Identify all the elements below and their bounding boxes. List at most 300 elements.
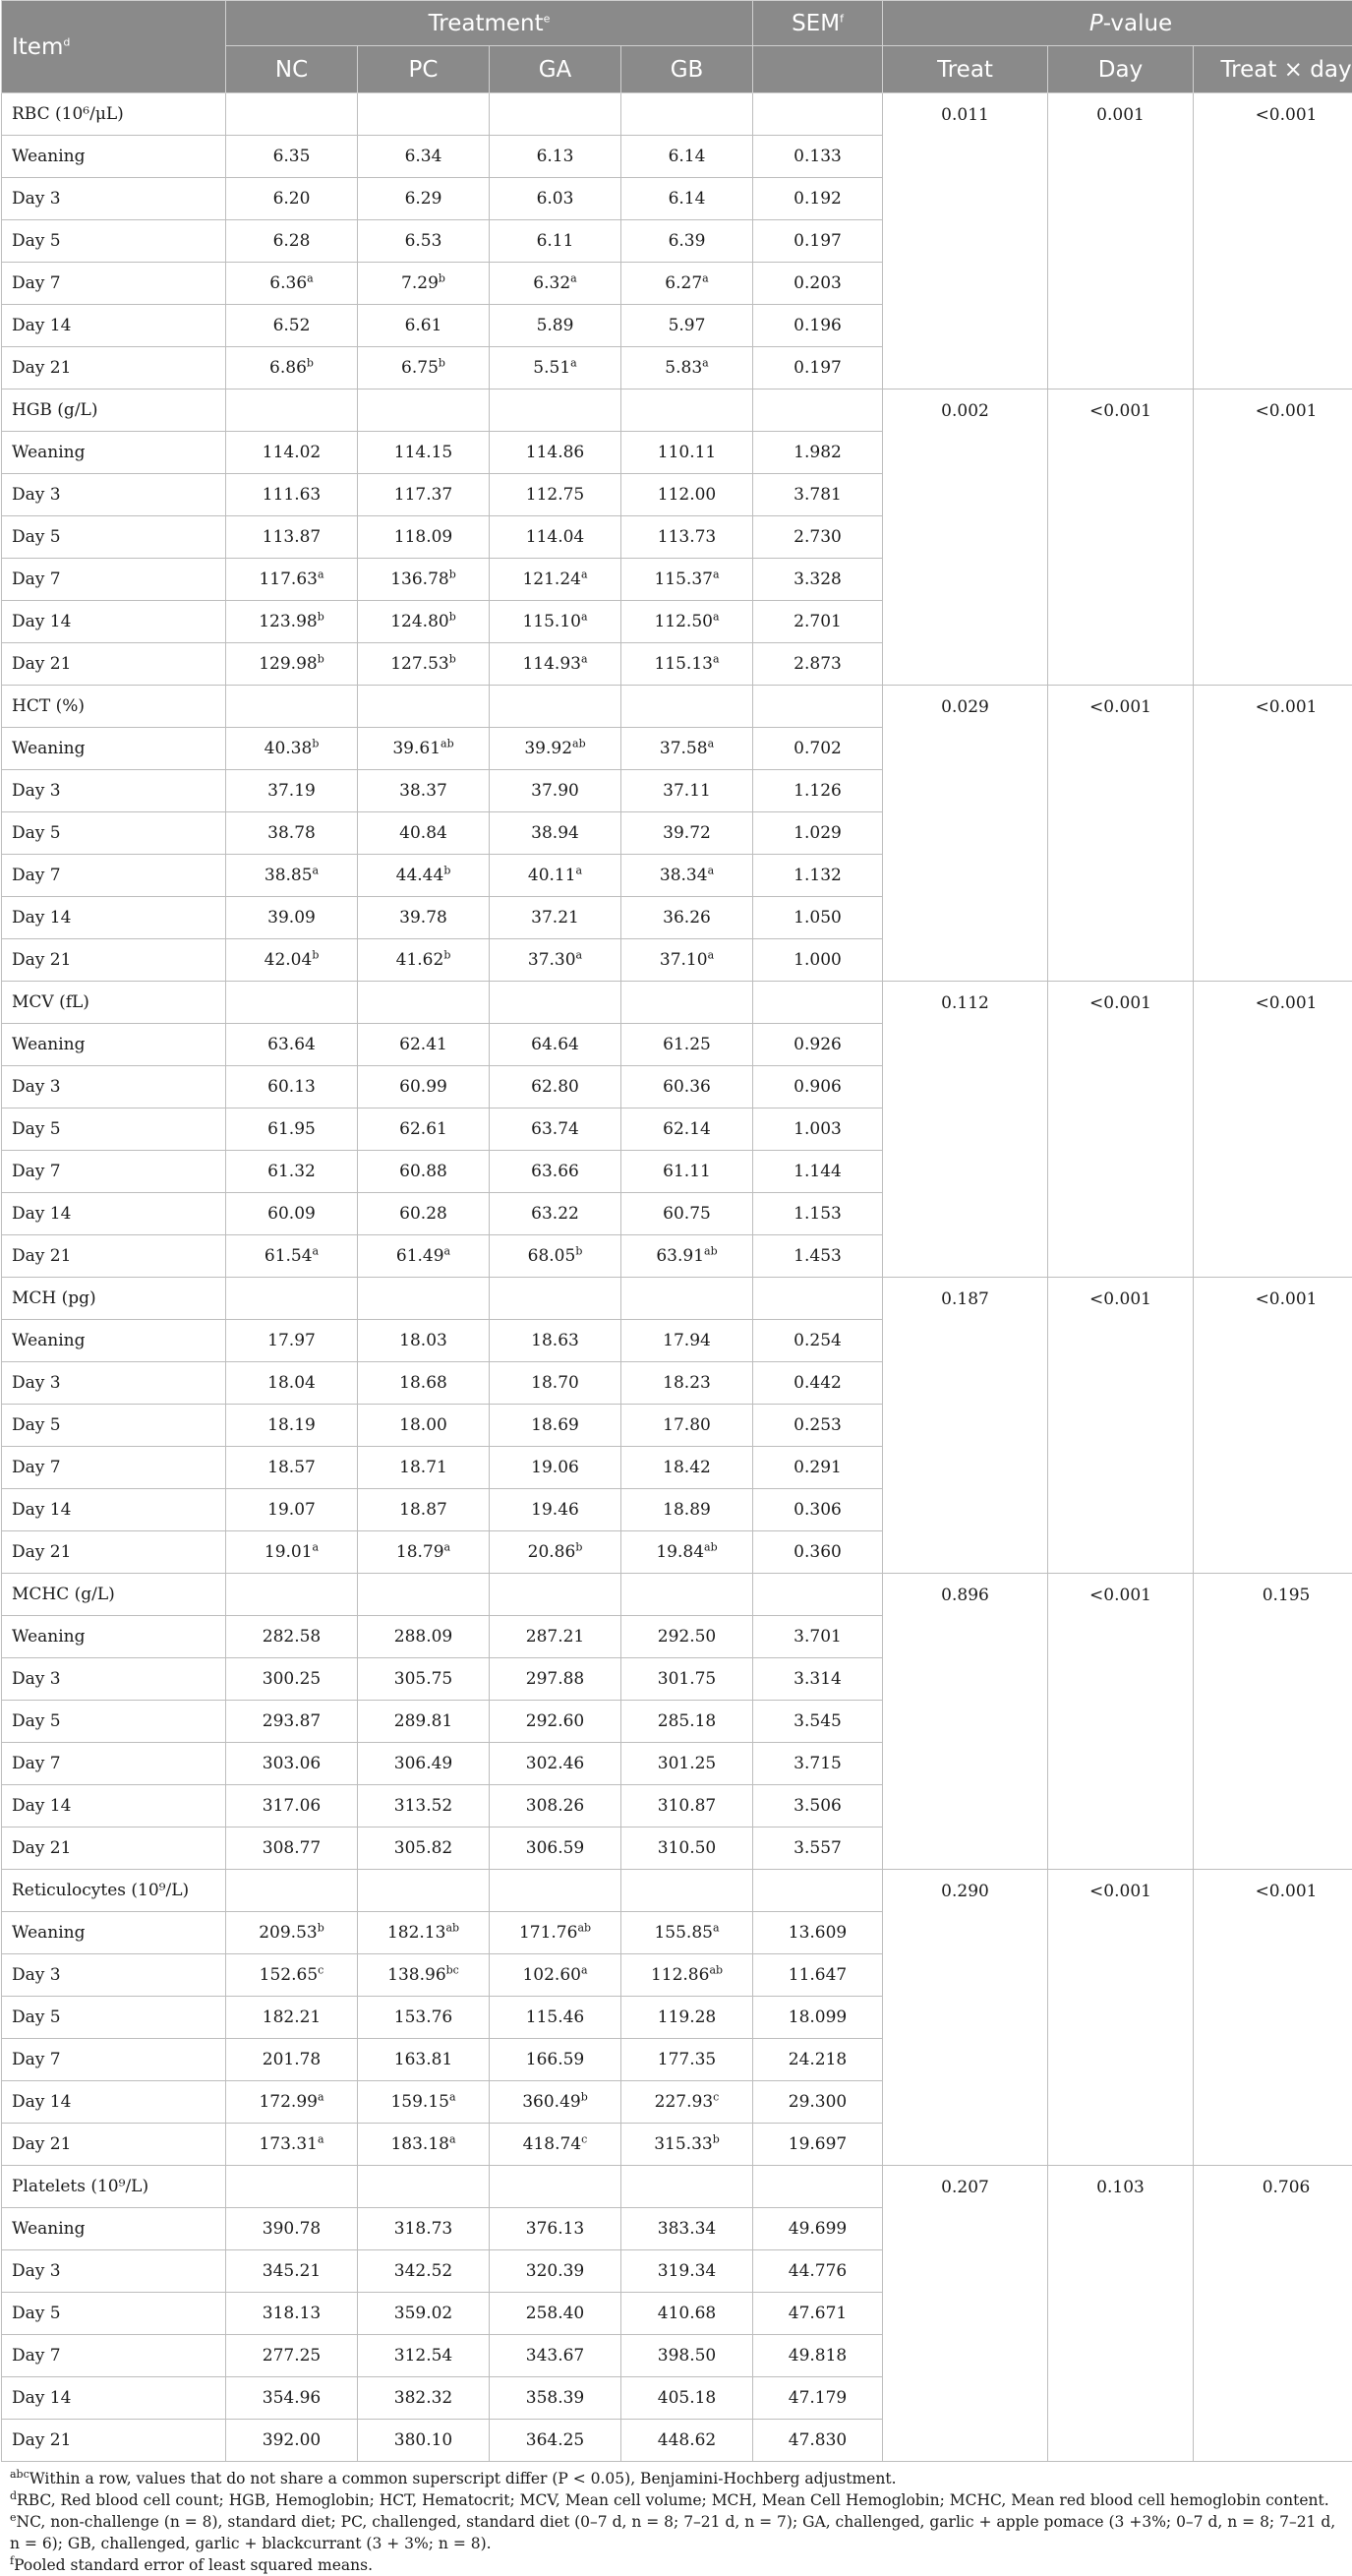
hematology-table	[1, 0, 1352, 2462]
value-text: 398.50	[658, 2346, 716, 2366]
empty-cell	[490, 93, 621, 136]
value-text: 115.37	[654, 569, 712, 589]
p-value-cell: 0.187	[883, 1278, 1048, 1574]
empty-cell	[490, 1278, 621, 1320]
value-cell	[226, 643, 358, 686]
value-text: 383.34	[658, 2219, 716, 2239]
row-label: Day 5	[2, 516, 226, 559]
value-cell	[358, 939, 490, 982]
value-text: 37.30	[528, 950, 576, 970]
sem-cell: 47.179	[753, 2377, 883, 2420]
value-cell	[358, 516, 490, 559]
value-text: 38.85	[265, 866, 313, 885]
value-text: 62.41	[399, 1035, 447, 1054]
empty-cell	[753, 686, 883, 728]
value-cell	[490, 2293, 621, 2335]
value-text: 18.79	[396, 1542, 444, 1562]
value-text: 182.21	[263, 2007, 321, 2027]
value-cell	[621, 432, 753, 474]
value-cell	[490, 897, 621, 939]
value-text: 301.75	[658, 1669, 716, 1689]
value-cell	[226, 897, 358, 939]
value-cell	[490, 347, 621, 389]
row-label: Weaning	[2, 136, 226, 178]
value-text: 18.70	[531, 1373, 579, 1393]
value-text: 18.19	[267, 1415, 316, 1435]
value-cell	[226, 1320, 358, 1362]
empty-cell	[753, 982, 883, 1024]
value-cell	[226, 2377, 358, 2420]
sem-cell: 49.699	[753, 2208, 883, 2250]
value-cell	[621, 855, 753, 897]
value-text: 111.63	[263, 485, 321, 505]
value-cell	[358, 1066, 490, 1108]
p-value-cell: <0.001	[1048, 389, 1194, 686]
col-header-sem-blank	[753, 46, 883, 93]
value-text: 18.57	[267, 1458, 316, 1477]
empty-cell	[753, 389, 883, 432]
empty-cell	[490, 2166, 621, 2208]
sem-cell: 0.203	[753, 263, 883, 305]
p-value-cell: 0.029	[883, 686, 1048, 982]
significance-superscript: a	[576, 864, 583, 876]
value-text: 19.06	[531, 1458, 579, 1477]
value-text: 19.07	[267, 1500, 316, 1520]
group-label: MCV (fL)	[2, 982, 226, 1024]
value-cell	[226, 1193, 358, 1235]
row-label: Day 3	[2, 2250, 226, 2293]
value-cell	[358, 1151, 490, 1193]
group-label: MCH (pg)	[2, 1278, 226, 1320]
value-cell	[621, 136, 753, 178]
empty-cell	[358, 2166, 490, 2208]
value-text: 18.00	[399, 1415, 447, 1435]
significance-superscript: ab	[704, 1540, 718, 1553]
empty-cell	[490, 686, 621, 728]
sem-cell: 47.671	[753, 2293, 883, 2335]
value-cell	[621, 1320, 753, 1362]
value-text: 138.96	[387, 1965, 445, 1985]
value-text: 306.59	[526, 1838, 584, 1858]
value-cell	[621, 1362, 753, 1405]
value-cell	[621, 2124, 753, 2166]
value-text: 342.52	[394, 2261, 452, 2281]
value-cell	[226, 1785, 358, 1827]
value-cell	[490, 1827, 621, 1870]
row-label: Day 3	[2, 1658, 226, 1701]
row-label: Day 3	[2, 1954, 226, 1997]
empty-cell	[358, 982, 490, 1024]
empty-cell	[753, 93, 883, 136]
value-text: 152.65	[260, 1965, 318, 1985]
empty-cell	[358, 1278, 490, 1320]
significance-superscript: b	[575, 1244, 582, 1257]
value-text: 302.46	[526, 1754, 584, 1773]
value-text: 448.62	[658, 2430, 716, 2450]
value-cell	[490, 1658, 621, 1701]
row-label: Weaning	[2, 728, 226, 770]
value-text: 61.54	[265, 1246, 313, 1266]
empty-cell	[753, 1278, 883, 1320]
footnote-marker: abc	[10, 2468, 29, 2481]
value-text: 173.31	[259, 2134, 317, 2154]
value-text: 114.15	[394, 443, 452, 462]
row-label: Day 3	[2, 770, 226, 812]
value-text: 405.18	[658, 2388, 716, 2408]
value-cell	[490, 1997, 621, 2039]
value-text: 61.25	[663, 1035, 711, 1054]
significance-superscript: b	[318, 1921, 324, 1934]
row-label: Day 21	[2, 2420, 226, 2462]
significance-superscript: a	[708, 864, 715, 876]
value-text: 292.60	[526, 1711, 584, 1731]
group-label: RBC (10⁶/μL)	[2, 93, 226, 136]
value-text: 110.11	[658, 443, 716, 462]
p-value-cell: <0.001	[1194, 1870, 1352, 2166]
empty-cell	[621, 93, 753, 136]
value-text: 6.29	[405, 189, 442, 209]
value-text: 6.35	[273, 147, 311, 166]
value-cell	[621, 812, 753, 855]
row-label: Weaning	[2, 1320, 226, 1362]
value-text: 19.46	[531, 1500, 579, 1520]
value-text: 310.87	[658, 1796, 716, 1816]
value-text: 40.84	[399, 823, 447, 843]
empty-cell	[621, 389, 753, 432]
pvalue-header: P-value	[883, 1, 1352, 46]
value-text: 300.25	[263, 1669, 321, 1689]
value-text: 6.27	[665, 273, 702, 293]
sem-cell: 3.781	[753, 474, 883, 516]
value-text: 6.03	[537, 189, 574, 209]
value-cell	[621, 1997, 753, 2039]
sem-cell: 13.609	[753, 1912, 883, 1954]
value-cell	[621, 1531, 753, 1574]
value-cell	[490, 2039, 621, 2081]
sem-cell: 29.300	[753, 2081, 883, 2124]
value-cell	[358, 1362, 490, 1405]
empty-cell	[490, 982, 621, 1024]
value-cell	[358, 897, 490, 939]
value-cell	[358, 1827, 490, 1870]
sem-cell: 0.196	[753, 305, 883, 347]
value-text: 183.18	[390, 2134, 448, 2154]
significance-superscript: b	[318, 652, 324, 665]
p-value-cell: <0.001	[1048, 686, 1194, 982]
value-cell	[226, 770, 358, 812]
sem-cell: 0.192	[753, 178, 883, 220]
value-text: 163.81	[394, 2050, 452, 2069]
footnote-marker: d	[10, 2489, 17, 2502]
value-cell	[358, 1658, 490, 1701]
value-cell	[358, 812, 490, 855]
value-cell	[226, 1066, 358, 1108]
value-text: 112.50	[654, 612, 712, 631]
value-cell	[621, 1785, 753, 1827]
value-cell	[490, 1320, 621, 1362]
value-cell	[621, 1151, 753, 1193]
value-cell	[226, 474, 358, 516]
value-text: 37.11	[663, 781, 711, 801]
value-cell	[621, 1447, 753, 1489]
value-cell	[226, 178, 358, 220]
sem-cell: 0.291	[753, 1447, 883, 1489]
group-label: MCHC (g/L)	[2, 1574, 226, 1616]
value-cell	[621, 2250, 753, 2293]
value-text: 258.40	[526, 2304, 584, 2323]
value-cell	[358, 2293, 490, 2335]
value-cell	[226, 728, 358, 770]
value-text: 7.29	[401, 273, 439, 293]
value-text: 117.63	[259, 569, 317, 589]
value-text: 127.53	[390, 654, 448, 674]
value-text: 18.89	[663, 1500, 711, 1520]
significance-superscript: ab	[441, 737, 454, 749]
value-cell	[226, 1447, 358, 1489]
value-text: 20.86	[528, 1542, 576, 1562]
value-text: 63.64	[267, 1035, 316, 1054]
value-cell	[226, 1531, 358, 1574]
value-text: 282.58	[263, 1627, 321, 1647]
col-header-treat: Treat	[883, 46, 1048, 93]
empty-cell	[621, 1870, 753, 1912]
value-cell	[490, 1701, 621, 1743]
value-cell	[358, 305, 490, 347]
col-header-nc: NC	[226, 46, 358, 93]
sem-cell: 1.153	[753, 1193, 883, 1235]
value-text: 60.13	[267, 1077, 316, 1097]
row-label: Day 5	[2, 2293, 226, 2335]
significance-superscript: b	[318, 610, 324, 623]
significance-superscript: a	[313, 1540, 320, 1553]
value-cell	[358, 1701, 490, 1743]
group-label: HCT (%)	[2, 686, 226, 728]
table-header	[2, 1, 1352, 93]
value-cell	[226, 1701, 358, 1743]
value-text: 39.72	[663, 823, 711, 843]
value-text: 301.25	[658, 1754, 716, 1773]
value-text: 303.06	[263, 1754, 321, 1773]
value-cell	[226, 939, 358, 982]
sem-cell: 1.003	[753, 1108, 883, 1151]
significance-superscript: ab	[445, 1921, 459, 1934]
sem-cell: 49.818	[753, 2335, 883, 2377]
value-text: 119.28	[658, 2007, 716, 2027]
value-text: 117.37	[394, 485, 452, 505]
group-header-row	[2, 2166, 1352, 2208]
significance-superscript: a	[581, 652, 588, 665]
value-text: 38.37	[399, 781, 447, 801]
col-header-pc: PC	[358, 46, 490, 93]
value-cell	[226, 263, 358, 305]
significance-superscript: a	[318, 568, 324, 580]
p-value-cell: <0.001	[1194, 982, 1352, 1278]
value-cell	[226, 1108, 358, 1151]
value-text: 36.26	[663, 908, 711, 928]
value-cell	[226, 1954, 358, 1997]
value-cell	[490, 1024, 621, 1066]
value-cell	[358, 1743, 490, 1785]
value-cell	[621, 728, 753, 770]
value-text: 5.89	[537, 316, 574, 335]
value-text: 38.94	[531, 823, 579, 843]
value-text: 6.36	[269, 273, 307, 293]
row-label: Day 5	[2, 812, 226, 855]
value-cell	[490, 2335, 621, 2377]
value-text: 6.32	[533, 273, 570, 293]
significance-superscript: b	[312, 948, 319, 961]
significance-superscript: b	[575, 1540, 582, 1553]
empty-cell	[621, 2166, 753, 2208]
value-cell	[621, 2039, 753, 2081]
row-label: Day 5	[2, 1701, 226, 1743]
value-text: 358.39	[526, 2388, 584, 2408]
group-header-row	[2, 982, 1352, 1024]
value-cell	[621, 2377, 753, 2420]
value-cell	[621, 601, 753, 643]
significance-superscript: b	[449, 568, 456, 580]
value-text: 410.68	[658, 2304, 716, 2323]
p-value-cell: 0.896	[883, 1574, 1048, 1870]
sem-cell: 0.926	[753, 1024, 883, 1066]
value-cell	[621, 1701, 753, 1743]
value-cell	[621, 1658, 753, 1701]
value-cell	[621, 2208, 753, 2250]
value-cell	[621, 1235, 753, 1278]
value-cell	[621, 1954, 753, 1997]
value-text: 114.93	[522, 654, 580, 674]
value-text: 68.05	[528, 1246, 576, 1266]
value-cell	[358, 2124, 490, 2166]
significance-superscript: ab	[709, 1963, 723, 1976]
significance-superscript: b	[443, 948, 450, 961]
sem-cell: 19.697	[753, 2124, 883, 2166]
sem-cell: 3.314	[753, 1658, 883, 1701]
significance-superscript: b	[449, 610, 456, 623]
sem-cell: 1.029	[753, 812, 883, 855]
value-text: 60.09	[267, 1204, 316, 1224]
value-cell	[621, 2293, 753, 2335]
significance-superscript: a	[449, 2090, 456, 2103]
empty-cell	[226, 686, 358, 728]
empty-cell	[358, 686, 490, 728]
treatment-header: Treatment$^e$	[226, 1, 753, 46]
empty-cell	[358, 1870, 490, 1912]
value-cell	[358, 1447, 490, 1489]
sem-cell: 18.099	[753, 1997, 883, 2039]
significance-superscript: a	[318, 2132, 324, 2145]
sem-cell: 1.126	[753, 770, 883, 812]
value-text: 6.11	[537, 231, 574, 251]
value-cell	[621, 220, 753, 263]
value-cell	[490, 1151, 621, 1193]
significance-superscript: a	[708, 737, 715, 749]
significance-superscript: a	[570, 271, 577, 284]
value-text: 418.74	[523, 2134, 581, 2154]
value-cell	[490, 1193, 621, 1235]
value-cell	[226, 2293, 358, 2335]
value-cell	[226, 1405, 358, 1447]
value-text: 18.42	[663, 1458, 711, 1477]
value-cell	[490, 559, 621, 601]
value-cell	[621, 2335, 753, 2377]
significance-superscript: b	[439, 356, 445, 369]
p-value-cell: 0.207	[883, 2166, 1048, 2462]
sem-cell: 47.830	[753, 2420, 883, 2462]
empty-cell	[358, 93, 490, 136]
col-header-day: Day	[1048, 46, 1194, 93]
empty-cell	[358, 389, 490, 432]
empty-cell	[358, 1574, 490, 1616]
value-text: 313.52	[394, 1796, 452, 1816]
row-label: Day 7	[2, 1743, 226, 1785]
value-cell	[226, 855, 358, 897]
value-text: 18.63	[531, 1331, 579, 1350]
value-text: 60.88	[399, 1162, 447, 1181]
value-cell	[226, 1743, 358, 1785]
value-cell	[358, 2420, 490, 2462]
table-body	[2, 93, 1352, 2462]
value-text: 6.28	[273, 231, 311, 251]
significance-superscript: b	[312, 737, 319, 749]
row-label: Day 21	[2, 347, 226, 389]
footnote-text: NC, non-challenge (n = 8), standard diet; PC, challenged, standard diet (0–7 d, n = 8; 7–21 d, n = 7); GA, challenged, garlic + apple pomace (3 +3%; 0–7 d, n = 8; 7–21 d, n = 6); GB, challenged, garlic + blackcurrant (3 + 3%; n = 8).	[10, 2513, 1335, 2552]
value-cell	[226, 1151, 358, 1193]
value-cell	[621, 939, 753, 982]
value-text: 6.75	[401, 358, 439, 378]
value-cell	[226, 516, 358, 559]
significance-superscript: ab	[572, 737, 586, 749]
value-cell	[358, 2335, 490, 2377]
value-cell	[226, 1616, 358, 1658]
footnote-text: Within a row, values that do not share a common superscript differ (P < 0.05), Benjamini-Hochberg adjustment.	[29, 2470, 897, 2487]
p-value-cell: <0.001	[1048, 982, 1194, 1278]
row-label: Day 7	[2, 2335, 226, 2377]
row-label: Day 3	[2, 1066, 226, 1108]
value-text: 63.74	[531, 1119, 579, 1139]
value-text: 288.09	[394, 1627, 452, 1647]
value-cell	[358, 728, 490, 770]
value-cell	[490, 1616, 621, 1658]
value-cell	[621, 1489, 753, 1531]
row-label: Day 21	[2, 1235, 226, 1278]
value-text: 18.04	[267, 1373, 316, 1393]
value-text: 112.86	[651, 1965, 709, 1985]
value-text: 6.20	[273, 189, 311, 209]
row-label: Day 7	[2, 855, 226, 897]
value-text: 18.87	[399, 1500, 447, 1520]
sem-cell: 0.197	[753, 220, 883, 263]
col-header-gb: GB	[621, 46, 753, 93]
value-cell	[490, 1108, 621, 1151]
value-cell	[490, 2081, 621, 2124]
row-label: Weaning	[2, 2208, 226, 2250]
value-cell	[226, 2420, 358, 2462]
value-text: 297.88	[526, 1669, 584, 1689]
sem-cell: 0.442	[753, 1362, 883, 1405]
value-cell	[490, 1954, 621, 1997]
value-cell	[358, 1912, 490, 1954]
value-text: 18.03	[399, 1331, 447, 1350]
value-text: 6.13	[537, 147, 574, 166]
significance-superscript: ab	[704, 1244, 718, 1257]
significance-superscript: bc	[446, 1963, 459, 1976]
significance-superscript: a	[581, 568, 588, 580]
value-cell	[226, 305, 358, 347]
value-text: 172.99	[259, 2092, 317, 2112]
value-cell	[621, 2081, 753, 2124]
empty-cell	[621, 982, 753, 1024]
